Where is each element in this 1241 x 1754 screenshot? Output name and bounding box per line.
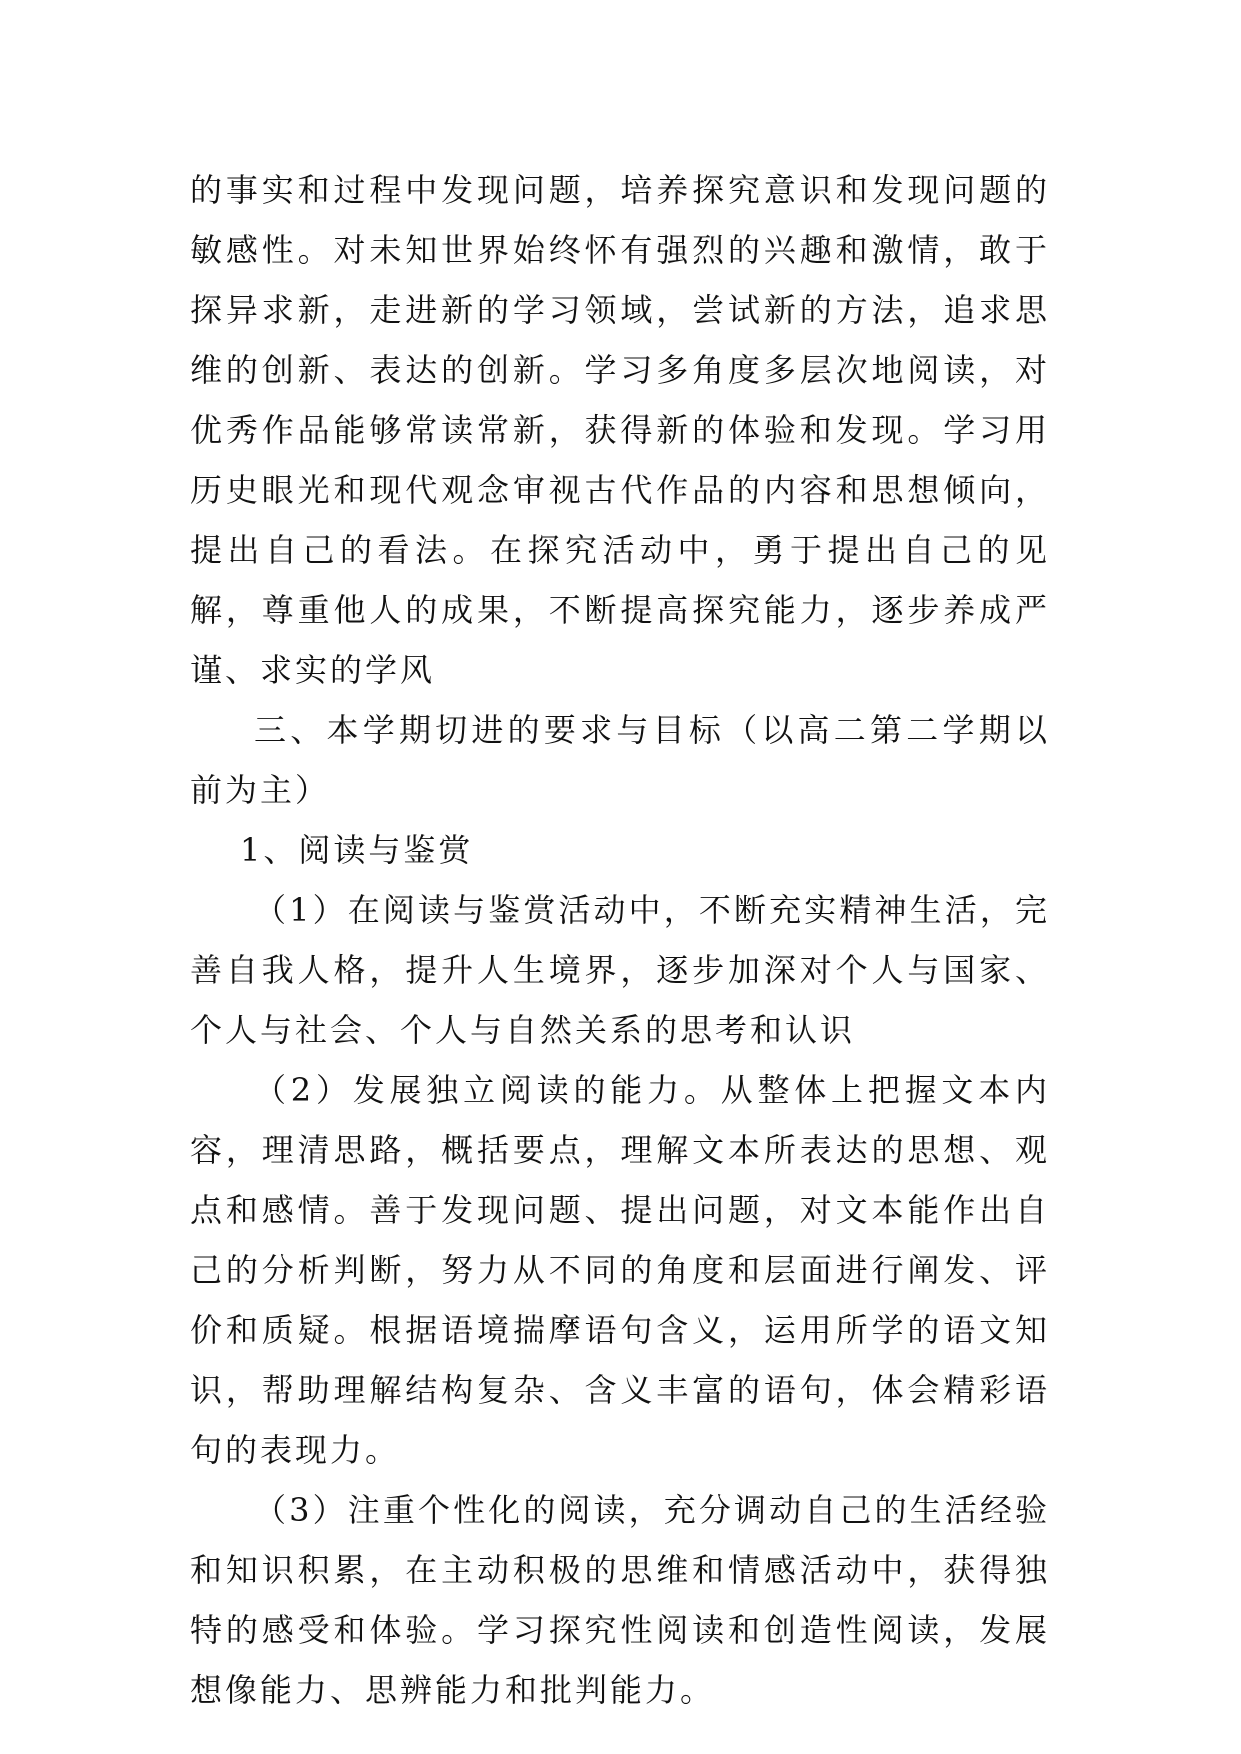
paragraph-continuation: 的事实和过程中发现问题，培养探究意识和发现问题的敏感性。对未知世界始终怀有强烈的兴趣和激情，敢于探异求新，走进新的学习领域，尝试新的方法，追求思维的创新、表达的创新。学习多角度多层次地阅读，对优秀作品能够常读常新，获得新的体验和发现。学习用历史眼光和现代观念审视古代作品的内容和思想倾向，提出自己的看法。在探究活动中，勇于提出自己的见解，尊重他人的成果，不断提高探究能力，逐步养成严谨、求实的学风 <box>190 171 1050 689</box>
list-item-1: （1）在阅读与鉴赏活动中，不断充实精神生活，完善自我人格，提升人生境界，逐步加深对个人与国家、个人与社会、个人与自然关系的思考和认识 <box>190 891 1050 1049</box>
subsection-heading-1: 1、阅读与鉴赏 <box>240 831 474 869</box>
list-item-2: （2）发展独立阅读的能力。从整体上把握文本内容，理清思路，概括要点，理解文本所表达的思想、观点和感情。善于发现问题、提出问题，对文本能作出自己的分析判断，努力从不同的角度和层面进行阐发、评价和质疑。根据语境揣摩语句含义，运用所学的语文知识，帮助理解结构复杂、含义丰富的语句，体会精彩语句的表现力。 <box>190 1071 1050 1469</box>
section-heading-3: 三、本学期切进的要求与目标（以高二第二学期以前为主） <box>190 711 1050 809</box>
document-body <box>190 160 1050 1720</box>
list-item-3: （3）注重个性化的阅读，充分调动自己的生活经验和知识积累，在主动积极的思维和情感活动中，获得独特的感受和体验。学习探究性阅读和创造性阅读，发展想像能力、思辨能力和批判能力。 <box>190 1491 1050 1709</box>
